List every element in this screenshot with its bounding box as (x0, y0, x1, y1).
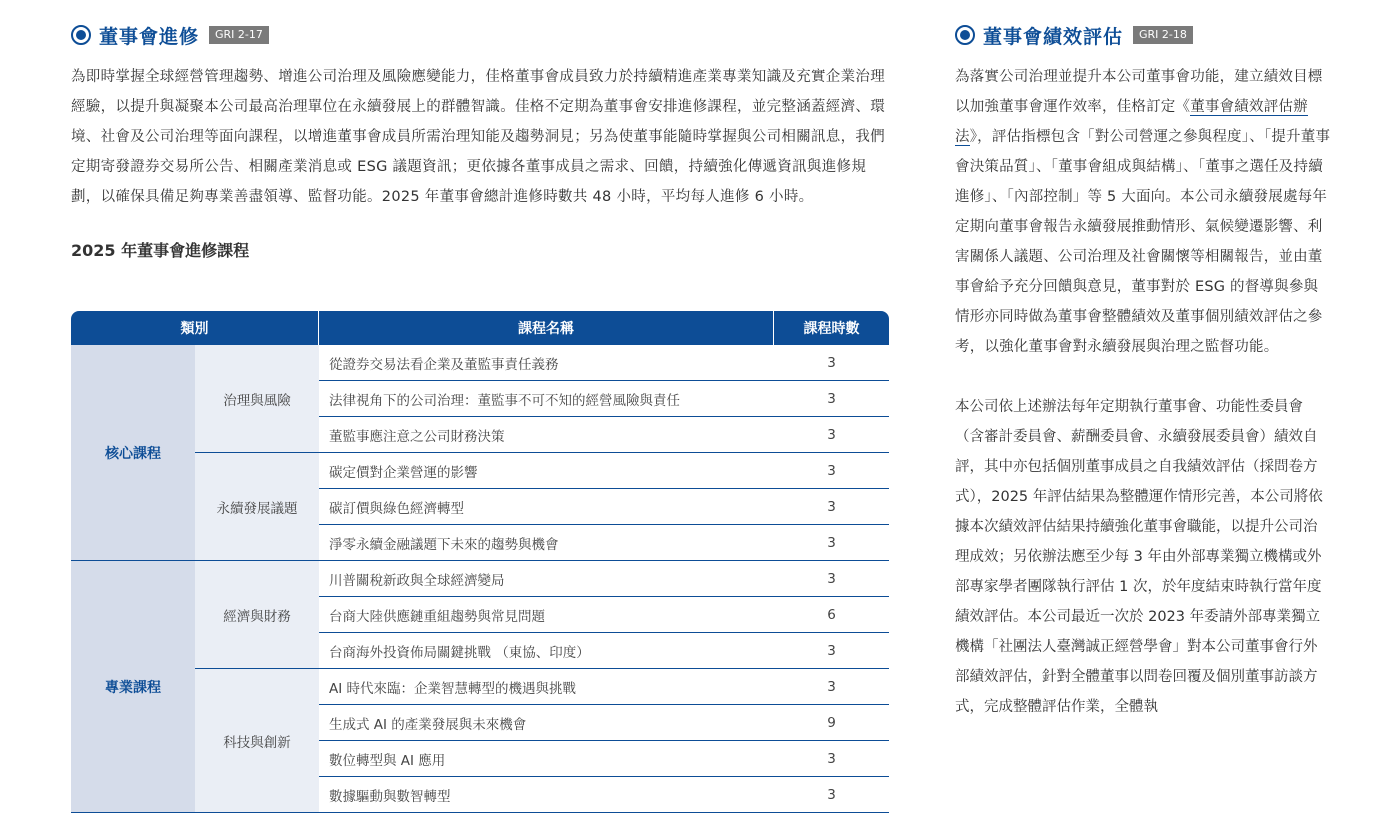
course-name-cell: 從證券交易法看企業及董監事責任義務 (319, 345, 774, 381)
course-hours-cell: 3 (774, 489, 889, 525)
course-name-cell: 生成式 AI 的產業發展與未來機會 (319, 705, 774, 741)
course-name-cell: 淨零永續金融議題下未來的趨勢與機會 (319, 525, 774, 561)
board-training-section (71, 18, 889, 262)
course-hours-cell: 3 (774, 345, 889, 381)
course-name-cell: 碳訂價與綠色經濟轉型 (319, 489, 774, 525)
course-name-cell: 川普關稅新政與全球經濟變局 (319, 561, 774, 597)
course-hours-cell: 6 (774, 597, 889, 633)
board-training-title: 董事會進修 (99, 25, 200, 48)
course-name-cell: 數位轉型與 AI 應用 (319, 741, 774, 777)
course-hours-cell: 3 (774, 741, 889, 777)
board-evaluation-section (955, 18, 1331, 722)
course-name-cell: 數據驅動與數智轉型 (319, 777, 774, 813)
header-course-hours: 課程時數 (774, 311, 889, 345)
paragraph-text: 為落實公司治理並提升本公司董事會功能，建立績效目標以加強董事會運作效率，佳格訂定《 (955, 69, 1323, 115)
course-name-cell: 董監事應注意之公司財務決策 (319, 417, 774, 453)
header-category: 類別 (71, 311, 319, 345)
table-row (71, 561, 889, 597)
paragraph-text: 》，評估指標包含「對公司營運之參與程度」、「提升董事會決策品質」、「董事會組成與結構」、「董事之選任及持續進修」、「內部控制」等 5 大面向。本公司永續發展處每年定期向董事會報告永續發展推動情形、氣候變遷影響、利害關係人議題、公司治理及社會關懷等相關報告，並由董事會給予充分回饋與意見，董事對於 ESG 的督導與參與情形亦同時做為董事會整體績效及董事個別績效評估之參考，以強化董事會對永續發展與治理之監督功能。 (955, 129, 1331, 355)
category-cell: 核心課程 (71, 345, 195, 561)
course-hours-cell: 3 (774, 453, 889, 489)
course-hours-cell: 3 (774, 381, 889, 417)
board-evaluation-title: 董事會績效評估 (983, 25, 1124, 48)
course-hours-cell: 3 (774, 561, 889, 597)
circle-bullet-icon (955, 25, 975, 45)
table-title: 2025 年董事會進修課程 (71, 241, 250, 260)
evaluation-policy-link[interactable]: 董事會績效評估辦法 (955, 99, 1308, 145)
table-header-row (71, 311, 889, 345)
course-name-cell: 法律視角下的公司治理：董監事不可不知的經營風險與責任 (319, 381, 774, 417)
board-evaluation-paragraph-2: 本公司依上述辦法每年定期執行董事會、功能性委員會（含審計委員會、薪酬委員會、永續發展委員會）績效自評，其中亦包括個別董事成員之自我績效評估（採問卷方式），2025 年評估結果為整體運作情形完善，本公司將依據本次績效評估結果持續強化董事會職能，以提升公司治理成效；另依辦法應至少每 3 年由外部專業獨立機構或外部專家學者團隊執行評估 1 次，於年度結束時執行當年度績效評估。本公司最近一次於 2023 年委請外部專業獨立機構「社團法人臺灣誠正經營學會」對本公司董事會行外部績效評估，針對全體董事以問卷回覆及個別董事訪談方式，完成整體評估作業，全體執 (955, 399, 1323, 715)
circle-bullet-icon (71, 25, 91, 45)
gri-badge: GRI 2-18 (1133, 26, 1193, 44)
course-hours-cell: 9 (774, 705, 889, 741)
course-hours-cell: 3 (774, 525, 889, 561)
course-hours-cell: 3 (774, 669, 889, 705)
subcategory-cell: 永續發展議題 (195, 453, 319, 561)
category-cell: 專業課程 (71, 561, 195, 813)
training-course-table (71, 311, 889, 813)
gri-badge: GRI 2-17 (209, 26, 269, 44)
subcategory-cell: 科技與創新 (195, 669, 319, 813)
board-training-header (71, 18, 889, 52)
table-body (71, 345, 889, 813)
board-evaluation-header (955, 18, 1331, 52)
course-hours-cell: 3 (774, 633, 889, 669)
course-name-cell: 台商大陸供應鏈重組趨勢與常見問題 (319, 597, 774, 633)
course-hours-cell: 3 (774, 417, 889, 453)
subcategory-cell: 治理與風險 (195, 345, 319, 453)
course-name-cell: 碳定價對企業營運的影響 (319, 453, 774, 489)
board-evaluation-paragraph-1 (955, 62, 1331, 362)
course-hours-cell: 3 (774, 777, 889, 813)
table-row (71, 345, 889, 381)
course-name-cell: 台商海外投資佈局關鍵挑戰 （東協、印度） (319, 633, 774, 669)
header-course-name: 課程名稱 (319, 311, 774, 345)
subcategory-cell: 經濟與財務 (195, 561, 319, 669)
course-name-cell: AI 時代來臨：企業智慧轉型的機遇與挑戰 (319, 669, 774, 705)
board-training-paragraph: 為即時掌握全球經營管理趨勢、增進公司治理及風險應變能力，佳格董事會成員致力於持續精進產業專業知識及充實企業治理經驗，以提升與凝聚本公司最高治理單位在永續發展上的群體智識。佳格不定期為董事會安排進修課程，並完整涵蓋經濟、環境、社會及公司治理等面向課程，以增進董事會成員所需治理知能及趨勢洞見；另為使董事能隨時掌握與公司相關訊息，我們定期寄發證券交易所公告、相關產業消息或 ESG 議題資訊；更依據各董事成員之需求、回饋，持續強化傳遞資訊與進修規劃，以確保具備足夠專業善盡領導、監督功能。2025 年董事會總計進修時數共 48 小時，平均每人進修 6 小時。 (71, 69, 885, 205)
